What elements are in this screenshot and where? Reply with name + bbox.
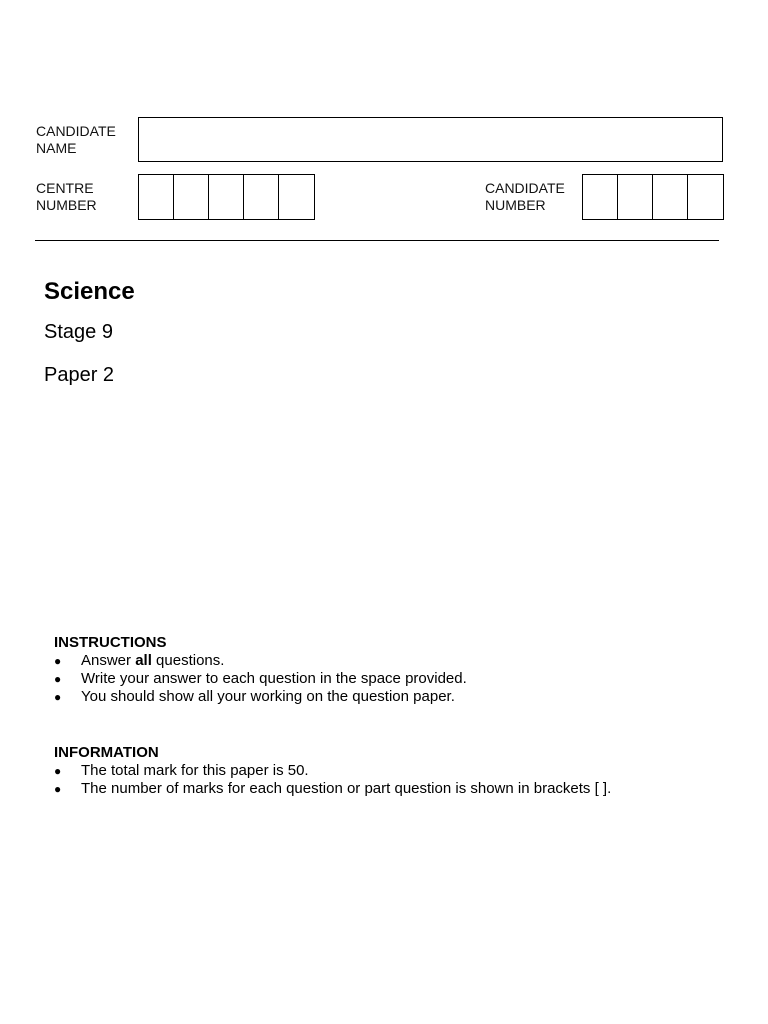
candidate-name-box[interactable] — [138, 117, 723, 162]
instructions-heading: INSTRUCTIONS — [54, 634, 167, 651]
information-section — [54, 744, 611, 798]
information-text: The number of marks for each question or part question is shown in brackets [ ]. — [81, 780, 612, 797]
information-item — [54, 762, 611, 780]
bullet-icon: ● — [54, 654, 62, 668]
centre-number-boxes — [138, 174, 315, 220]
stage-label: Stage 9 — [44, 321, 113, 343]
instruction-text-before: Answer — [81, 652, 136, 669]
instruction-emphasis: all — [135, 652, 152, 669]
instruction-text: Write your answer to each question in the space provided. — [81, 670, 467, 687]
centre-number-digit-box[interactable] — [174, 175, 209, 219]
information-text: The total mark for this paper is 50. — [81, 762, 309, 779]
information-list — [54, 762, 611, 798]
bullet-icon: ● — [54, 690, 62, 704]
instruction-text: You should show all your working on the question paper. — [81, 688, 455, 705]
bullet-icon: ● — [54, 782, 62, 796]
centre-number-digit-box[interactable] — [279, 175, 314, 219]
candidate-number-digit-box[interactable] — [688, 175, 723, 219]
instruction-item — [54, 652, 467, 670]
instruction-item — [54, 688, 467, 706]
candidate-number-digit-box[interactable] — [583, 175, 618, 219]
bullet-icon: ● — [54, 672, 62, 686]
candidate-number-label: CANDIDATE NUMBER — [485, 180, 565, 213]
subject-title: Science — [44, 278, 135, 305]
centre-number-label: CENTRE NUMBER — [36, 180, 97, 213]
instructions-list — [54, 652, 467, 706]
information-item — [54, 780, 611, 798]
bullet-icon: ● — [54, 764, 62, 778]
candidate-number-boxes — [582, 174, 724, 220]
centre-number-digit-box[interactable] — [139, 175, 174, 219]
candidate-number-digit-box[interactable] — [653, 175, 688, 219]
centre-number-digit-box[interactable] — [244, 175, 279, 219]
candidate-number-digit-box[interactable] — [618, 175, 653, 219]
header-divider — [35, 240, 719, 241]
information-heading: INFORMATION — [54, 744, 159, 761]
instruction-text-after: questions. — [151, 652, 225, 669]
paper-label: Paper 2 — [44, 364, 115, 386]
centre-number-digit-box[interactable] — [209, 175, 244, 219]
instruction-item — [54, 670, 467, 688]
candidate-name-label: CANDIDATE NAME — [36, 123, 116, 156]
instructions-section — [54, 634, 467, 706]
